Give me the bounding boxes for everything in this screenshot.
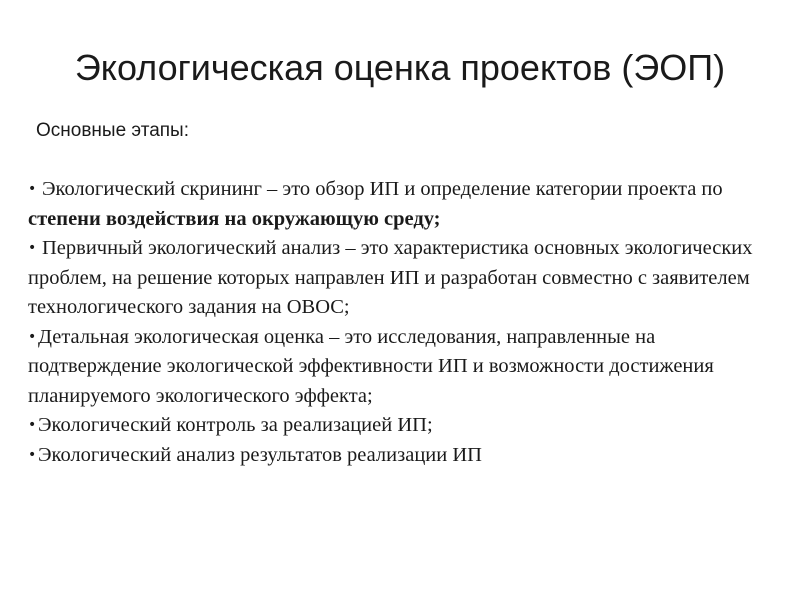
item-text: Экологический анализ результатов реализации ИП: [38, 443, 482, 466]
list-item-control: [28, 411, 778, 441]
stages-list: [28, 175, 778, 470]
bullet-icon: •: [28, 446, 37, 463]
item-text: Детальная экологическая оценка – это исследования, направленные на подтверждение экологической эффективности ИП и возможности достижения планируемого экологического эффекта;: [28, 325, 714, 407]
list-item-screening: [28, 175, 778, 234]
bullet-icon: •: [28, 181, 37, 197]
bullet-icon: •: [28, 417, 37, 433]
item-text: Первичный экологический анализ – это характеристика основных экологических проблем, на решение которых направлен ИП и разработан совместно с заявителем технологического задания на ОВОС;: [28, 237, 753, 318]
list-item-detailed-assessment: [28, 323, 778, 412]
item-bold-text: степени воздействия на окружающую среду;: [28, 207, 441, 230]
bullet-icon: •: [28, 328, 37, 345]
list-item-results-analysis: [28, 441, 778, 471]
bullet-icon: •: [28, 240, 37, 256]
slide-title: Экологическая оценка проектов (ЭОП): [74, 47, 726, 88]
list-item-primary-analysis: [28, 234, 778, 323]
item-text: Экологический контроль за реализацией ИП;: [38, 414, 433, 436]
section-subtitle: Основные этапы:: [36, 120, 189, 141]
item-text: Экологический скрининг – это обзор ИП и определение категории проекта по: [42, 178, 723, 200]
